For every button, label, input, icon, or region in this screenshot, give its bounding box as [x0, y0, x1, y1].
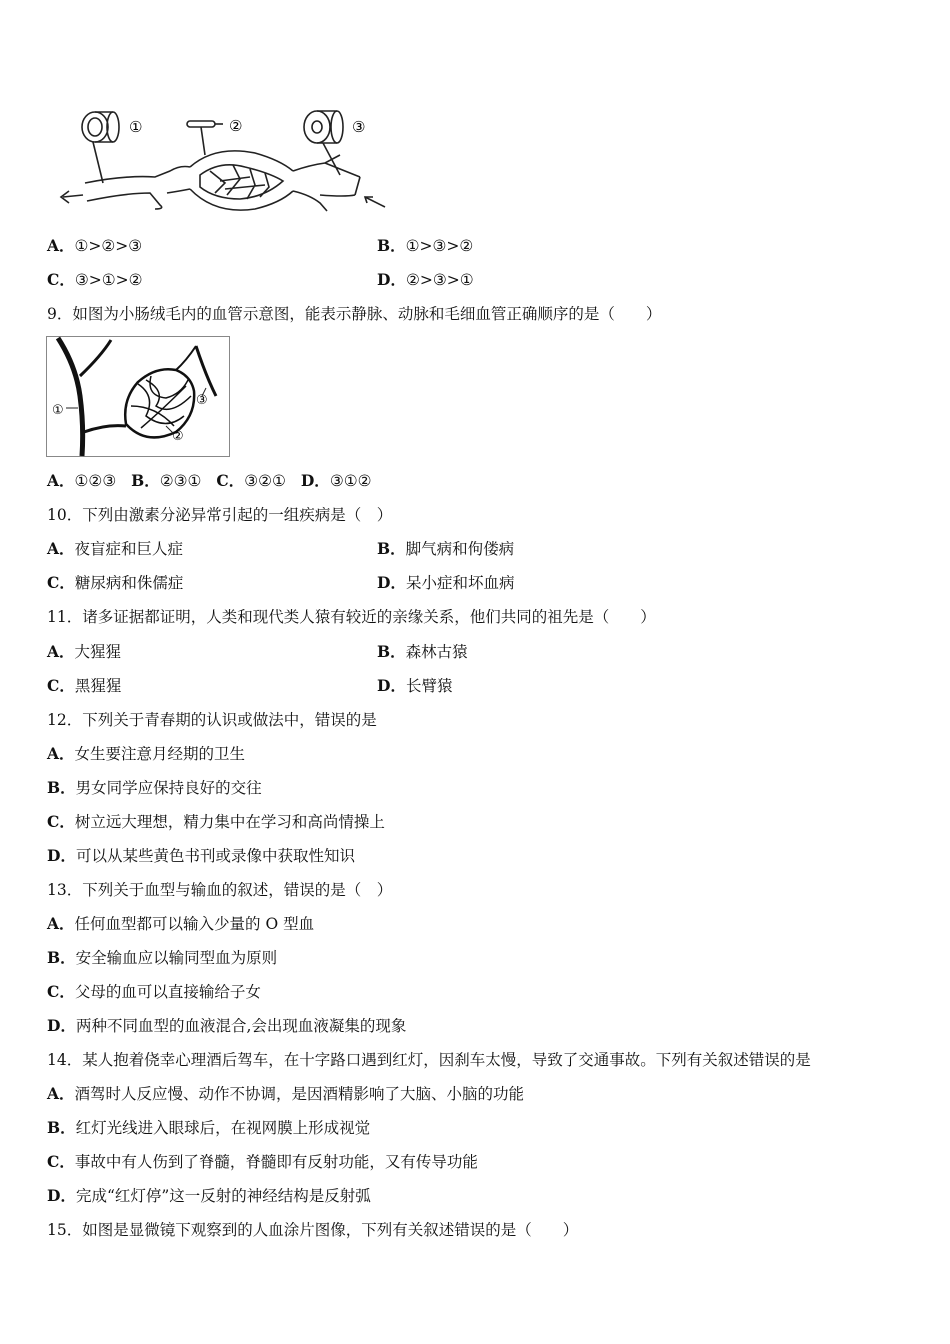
fig9-label-2: ②: [172, 429, 184, 444]
q8-option-b: B．①>③>②: [377, 236, 474, 255]
q13-option-c: C．父母的血可以直接输给子女: [47, 982, 261, 1001]
q12-option-a: A．女生要注意月经期的卫生: [47, 744, 246, 763]
q15-stem: 15．如图是显微镜下观察到的人血涂片图像，下列有关叙述错误的是（ ）: [47, 1221, 579, 1239]
fig8-label-1: ①: [129, 118, 143, 136]
q14-option-c: C．事故中有人伤到了脊髓，脊髓即有反射功能，又有传导功能: [47, 1152, 478, 1171]
q10-option-d: D．呆小症和坏血病: [377, 573, 515, 592]
fig8-label-3: ③: [352, 118, 366, 136]
q13-stem: 13．下列关于血型与输血的叙述，错误的是（ ）: [47, 881, 393, 899]
fig8-label-2: ②: [229, 117, 243, 135]
q11-stem: 11．诸多证据都证明，人类和现代类人猿有较近的亲缘关系，他们共同的祖先是（ ）: [47, 608, 656, 626]
villus-vessel-figure-q9: [46, 336, 230, 457]
q12-stem: 12．下列关于青春期的认识或做法中，错误的是: [47, 711, 377, 729]
q13-option-a: A．任何血型都可以输入少量的 O 型血: [47, 914, 315, 933]
fig9-label-1: ①: [52, 403, 64, 418]
q8-option-d: D．②>③>①: [377, 270, 474, 289]
blood-vessel-figure-q8: [55, 105, 395, 220]
q10-option-b: B．脚气病和佝偻病: [377, 539, 515, 558]
q8-option-a: A．①>②>③: [47, 236, 143, 255]
fig9-label-3: ③: [196, 393, 208, 408]
q12-option-b: B．男女同学应保持良好的交往: [47, 778, 262, 797]
q12-option-c: C．树立远大理想，精力集中在学习和高尚情操上: [47, 812, 385, 831]
q10-option-c: C．糖尿病和侏儒症: [47, 573, 184, 592]
q14-option-a: A．酒驾时人反应慢、动作不协调，是因酒精影响了大脑、小脑的功能: [47, 1084, 525, 1103]
q13-option-d: D．两种不同血型的血液混合,会出现血液凝集的现象: [47, 1016, 407, 1035]
q9-options-row: A．①②③ B．②③① C．③②① D．③①②: [47, 471, 372, 490]
q10-stem: 10．下列由激素分泌异常引起的一组疾病是（ ）: [47, 506, 393, 524]
q11-option-c: C．黑猩猩: [47, 676, 122, 695]
q10-option-a: A．夜盲症和巨人症: [47, 539, 184, 558]
q13-option-b: B．安全输血应以输同型血为原则: [47, 948, 278, 967]
q12-option-d: D．可以从某些黄色书刊或录像中获取性知识: [47, 846, 355, 865]
q9-stem: 9．如图为小肠绒毛内的血管示意图，能表示静脉、动脉和毛细血管正确顺序的是（ ）: [47, 305, 662, 323]
q8-option-c: C．③>①>②: [47, 270, 143, 289]
q11-option-b: B．森林古猿: [377, 642, 468, 661]
q14-stem: 14．某人抱着侥幸心理酒后驾车，在十字路口遇到红灯，因刹车太慢，导致了交通事故。下列有关叙述错误的是: [47, 1051, 811, 1069]
q11-option-a: A．大猩猩: [47, 642, 122, 661]
q14-option-d: D．完成“红灯停”这一反射的神经结构是反射弧: [47, 1186, 371, 1205]
q11-option-d: D．长臂猿: [377, 676, 453, 695]
q14-option-b: B．红灯光线进入眼球后，在视网膜上形成视觉: [47, 1118, 371, 1137]
